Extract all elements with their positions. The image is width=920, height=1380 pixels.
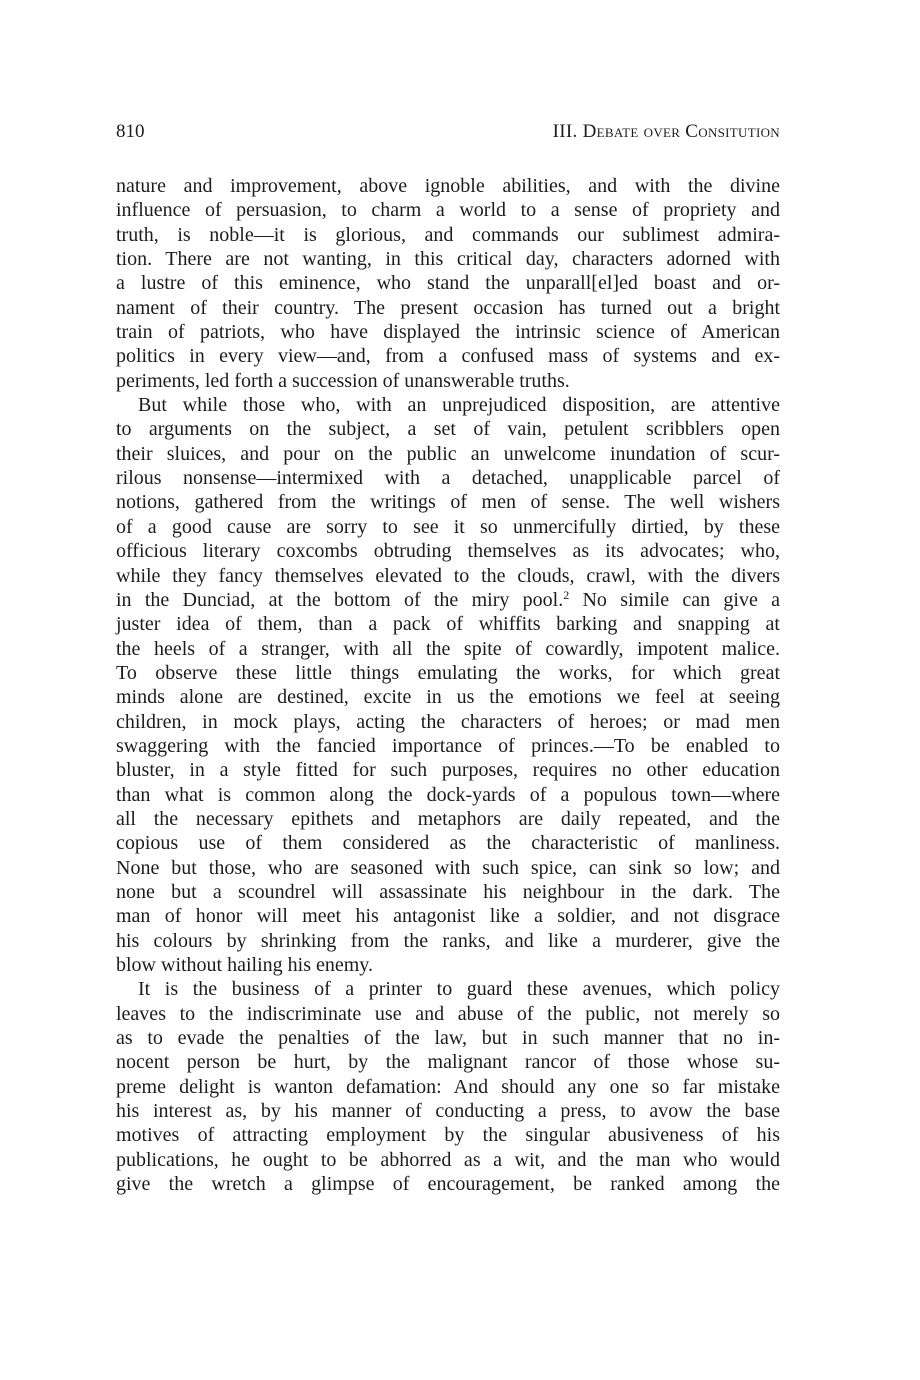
paragraph-3 (116, 977, 780, 1196)
text-line: give the wretch a glimpse of encouragement, be ranked among the (116, 1173, 780, 1196)
text-line: But while those who, with an unprejudiced disposition, are attentive (138, 394, 780, 417)
page-number: 810 (116, 121, 145, 142)
text-line: his colours by shrinking from the ranks, and like a murderer, give the (116, 929, 780, 952)
text-line: the heels of a stranger, with all the spite of cowardly, impotent malice. (116, 637, 780, 660)
text-line: notions, gathered from the writings of men of sense. The well wishers (116, 491, 780, 514)
line-text-tail: No simile can give a (569, 588, 780, 611)
text-line: juster idea of them, than a pack of whiffits barking and snapping at (116, 613, 780, 636)
paragraph-1 (116, 174, 780, 393)
text-line: rilous nonsense—intermixed with a detached, unapplicable parcel of (116, 467, 780, 490)
text-line: copious use of them considered as the characteristic of manliness. (116, 832, 780, 855)
text-line: publications, he ought to be abhorred as a wit, and the man who would (116, 1148, 780, 1171)
text-line: train of patriots, who have displayed the intrinsic science of American (116, 321, 780, 344)
body-text (116, 174, 780, 1196)
text-line: of a good cause are sorry to see it so unmercifully dirtied, by these (116, 515, 780, 538)
text-line: to arguments on the subject, a set of vain, petulent scribblers open (116, 418, 780, 441)
text-line: minds alone are destined, excite in us the emotions we feel at seeing (116, 686, 780, 709)
text-line: None but those, who are seasoned with such spice, can sink so low; and (116, 856, 780, 879)
text-line: as to evade the penalties of the law, but in such manner that no in- (116, 1027, 780, 1050)
text-line: truth, is noble—it is glorious, and commands our sublimest admira- (116, 223, 780, 246)
text-line: while they fancy themselves elevated to the clouds, crawl, with the divers (116, 564, 780, 587)
running-head: III. Debate over Consitution (552, 121, 780, 142)
text-line: officious literary coxcombs obtruding themselves as its advocates; who, (116, 540, 780, 563)
line-text: in the Dunciad, at the bottom of the miry pool. (116, 588, 564, 611)
page-header (116, 121, 780, 151)
text-line: nament of their country. The present occasion has turned out a bright (116, 296, 780, 319)
text-line: motives of attracting employment by the singular abusiveness of his (116, 1124, 780, 1147)
paragraph-2 (116, 393, 780, 977)
text-line: his interest as, by his manner of conducting a press, to avow the base (116, 1100, 780, 1123)
text-line: man of honor will meet his antagonist like a soldier, and not disgrace (116, 905, 780, 928)
text-line: preme delight is wanton defamation: And should any one so far mistake (116, 1075, 780, 1098)
text-line: leaves to the indiscriminate use and abuse of the public, not merely so (116, 1002, 780, 1025)
text-line: all the necessary epithets and metaphors are daily repeated, and the (116, 807, 780, 830)
text-line: nocent person be hurt, by the malignant rancor of those whose su- (116, 1051, 780, 1074)
text-line: To observe these little things emulating the works, for which great (116, 661, 780, 684)
text-line: swaggering with the fancied importance of princes.—To be enabled to (116, 734, 780, 757)
text-line: children, in mock plays, acting the characters of heroes; or mad men (116, 710, 780, 733)
text-line: influence of persuasion, to charm a world to a sense of propriety and (116, 199, 780, 222)
footnote-reference[interactable]: 2 (563, 587, 570, 602)
text-line: nature and improvement, above ignoble abilities, and with the divine (116, 175, 780, 197)
text-line: than what is common along the dock-yards of a populous town—where (116, 783, 780, 806)
text-line: politics in every view—and, from a confused mass of systems and ex- (116, 345, 780, 368)
text-line: a lustre of this eminence, who stand the unparall[el]ed boast and or- (116, 272, 780, 295)
text-line: tion. There are not wanting, in this critical day, characters adorned with (116, 248, 780, 271)
text-line: bluster, in a style fitted for such purposes, requires no other education (116, 759, 780, 782)
text-line: blow without hailing his enemy. (116, 954, 374, 976)
text-line: It is the business of a printer to guard these avenues, which policy (138, 978, 780, 1001)
text-line: periments, led forth a succession of unanswerable truths. (116, 369, 570, 392)
text-line-with-footnote (116, 588, 780, 612)
text-line: their sluices, and pour on the public an unwelcome inundation of scur- (116, 442, 780, 465)
text-line: none but a scoundrel will assassinate his neighbour in the dark. The (116, 880, 780, 903)
